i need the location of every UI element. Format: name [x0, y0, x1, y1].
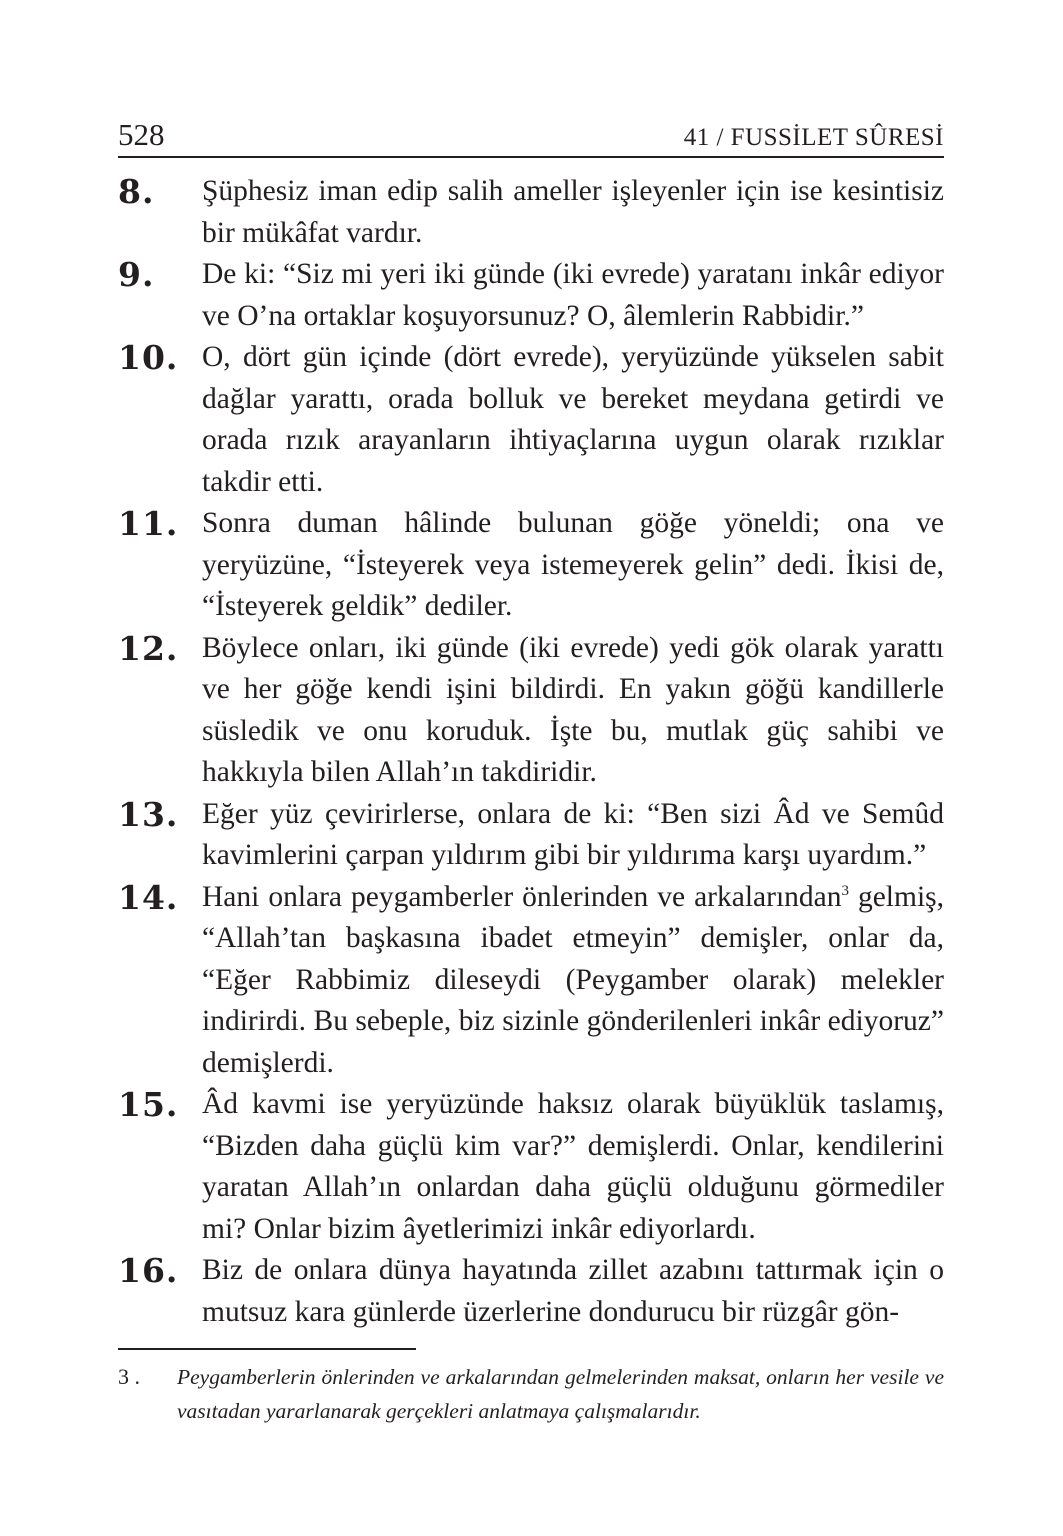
verse-text-before-ref: Hani onlara peygamberler önlerinden ve arkalarından	[202, 880, 842, 913]
footnote-divider	[118, 1348, 416, 1350]
footnote-3	[118, 1360, 944, 1428]
verse-number: 14.	[118, 877, 179, 917]
verse-11	[118, 503, 944, 628]
verse-text	[202, 877, 944, 1085]
verse-number: 9.	[118, 255, 155, 294]
verse-number: 13.	[118, 794, 179, 834]
verse-13	[118, 794, 944, 877]
verse-number: 10.	[118, 338, 179, 377]
footnote-text: Peygamberlerin önlerinden ve arkalarından gelmelerinden maksat, onların her vesile ve vasıtadan yararlanarak gerçekleri anlatmaya çalışmalarıdır.	[177, 1365, 944, 1423]
verse-number: 8.	[118, 172, 155, 211]
verse-number: 11.	[118, 504, 179, 543]
verse-8	[118, 171, 944, 254]
page-number: 528	[118, 117, 165, 152]
verse-number: 15.	[118, 1085, 179, 1124]
verse-9	[118, 254, 944, 337]
verse-text: Sonra duman hâlinde bulunan göğe yöneldi; ona ve yeryüzüne, “İsteyerek veya istemeyerek gelin” dedi. İkisi de, “İsteyerek geldik” dediler.	[202, 507, 944, 622]
verse-list	[118, 171, 944, 1333]
verse-14	[118, 877, 944, 1085]
page-header	[118, 116, 944, 158]
verse-text: Böylece onları, iki günde (iki evrede) yedi gök olarak yarattı ve her göğe kendi işini bildirdi. En yakın göğü kandillerle süsledik ve onu koruduk. İşte bu, mutlak güç sahibi ve hakkıyla bilen Allah’ın takdiridir.	[202, 631, 944, 788]
verse-text-after-ref: gelmiş, “Allah’tan başkasına ibadet etmeyin” demişler, onlar da, “Eğer Rabbimiz dileseydi (Peygamber olarak) melekler indirirdi. Bu sebeple, biz sizinle gönderilenleri inkâr ediyoruz” demişlerdi.	[202, 880, 944, 1079]
verse-text: Biz de onlara dünya hayatında zillet azabını tattırmak için o mutsuz kara günlerde üzerlerine dondurucu bir rüzgâr gön-	[202, 1254, 944, 1328]
verse-number: 16.	[118, 1251, 179, 1290]
verse-number: 12.	[118, 628, 179, 668]
verse-text: Eğer yüz çevirirlerse, onlara de ki: “Ben sizi Âd ve Semûd kavimlerini çarpan yıldırım gibi bir yıldırıma karşı uyardım.”	[202, 797, 944, 871]
verse-15	[118, 1084, 944, 1250]
footnote-reference[interactable]: 3	[841, 882, 849, 899]
footnote-number: 3 .	[118, 1364, 140, 1389]
verse-12	[118, 628, 944, 794]
verse-text: De ki: “Siz mi yeri iki günde (iki evrede) yaratanı inkâr ediyor ve O’na ortaklar koşuyorsunuz? O, âlemlerin Rabbidir.”	[202, 258, 944, 332]
verse-10	[118, 337, 944, 503]
verse-text: O, dört gün içinde (dört evrede), yeryüzünde yükselen sabit dağlar yarattı, orada bolluk ve bereket meydana getirdi ve orada rızık arayanların ihtiyaçlarına uygun olarak rızıklar takdir etti.	[202, 341, 944, 498]
verse-text: Âd kavmi ise yeryüzünde haksız olarak büyüklük taslamış, “Bizden daha güçlü kim var?” demişlerdi. Onlar, kendilerini yaratan Allah’ın onlardan daha güçlü olduğunu görmediler mi? Onlar bizim âyetlerimizi inkâr ediyorlardı.	[202, 1088, 944, 1245]
running-title: 41 / FUSSİLET SÛRESİ	[683, 124, 944, 151]
verse-16	[118, 1250, 944, 1333]
verse-text: Şüphesiz iman edip salih ameller işleyenler için ise kesintisiz bir mükâfat vardır.	[202, 175, 944, 249]
